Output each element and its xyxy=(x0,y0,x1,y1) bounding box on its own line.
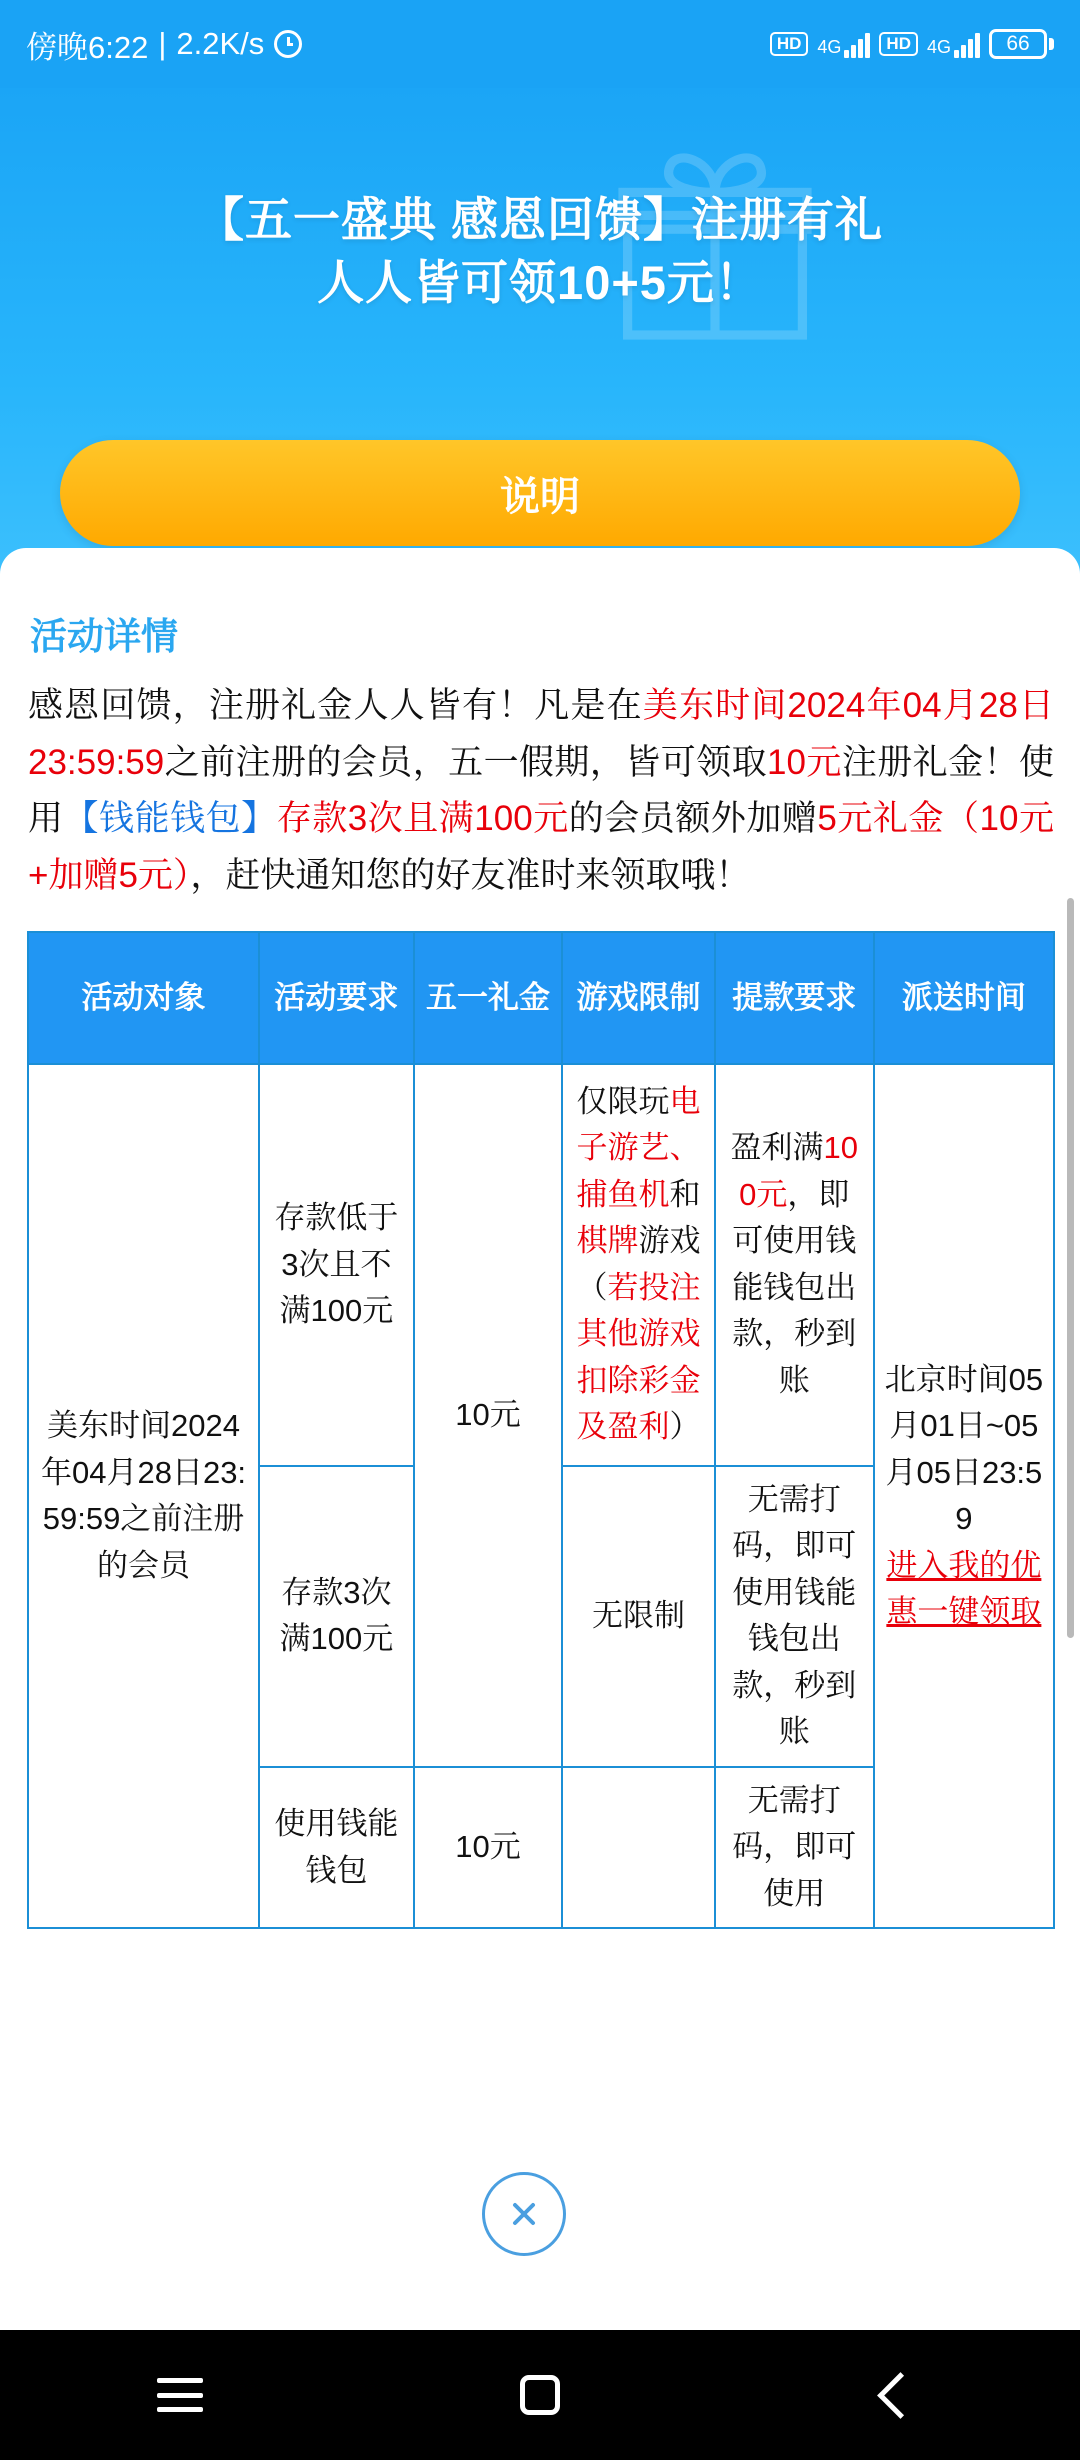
game-limit-3: 和 xyxy=(669,1176,701,1212)
close-button[interactable] xyxy=(482,2172,566,2256)
table-header-cell: 提款要求 xyxy=(715,932,874,1064)
table-header-cell: 活动要求 xyxy=(259,932,414,1064)
table-header-row xyxy=(28,932,1054,1064)
status-bar xyxy=(0,0,1080,88)
table-header-cell: 游戏限制 xyxy=(562,932,715,1064)
desc-part-9-bonus: 5元礼金（10元+加赠5元） xyxy=(28,799,1054,896)
game-limit-4: 棋牌 xyxy=(576,1223,639,1259)
hd-badge-2: HD xyxy=(879,32,918,57)
network-type-label-1: 4G xyxy=(817,37,842,57)
withdraw-1: 盈利满 xyxy=(730,1130,824,1166)
game-limit-6: 若投注其他游戏扣除彩金及盈利 xyxy=(576,1269,701,1445)
battery-icon xyxy=(989,29,1054,59)
table-row xyxy=(28,1064,1054,1466)
desc-part-7-condition: 存款3次且满100元 xyxy=(276,799,569,839)
battery-level: 66 xyxy=(989,29,1047,59)
cell-gift-amount: 10元 xyxy=(414,1767,562,1929)
desc-part-10: ，赶快通知您的好友准时来领取哦！ xyxy=(190,856,751,896)
cell-game-limit xyxy=(562,1064,715,1466)
vertical-scrollbar[interactable] xyxy=(1067,898,1074,1638)
desc-part-2-date: 美东时间2024年04月28日23:59:59 xyxy=(28,686,1054,782)
battery-cap xyxy=(1049,38,1054,50)
home-icon xyxy=(520,2375,560,2415)
desc-part-5: 注册礼金！使用 xyxy=(28,742,1054,839)
network-speed: 2.2K/s xyxy=(176,26,265,61)
desc-part-4-amount: 10元 xyxy=(767,742,842,782)
game-limit-5: 游戏（ xyxy=(576,1223,701,1305)
signal-group-1 xyxy=(817,30,870,58)
desc-part-6-wallet: 【钱能钱包】 xyxy=(63,799,277,839)
cell-game-limit xyxy=(562,1767,715,1929)
game-limit-2: 电子游艺、捕鱼机 xyxy=(576,1083,701,1212)
content-sheet xyxy=(0,548,1080,2230)
cell-withdraw-requirement xyxy=(715,1064,874,1466)
back-icon xyxy=(877,2372,924,2419)
explain-button[interactable]: 说明 xyxy=(60,440,1020,546)
cell-activity-target: 美东时间2024年04月28日23:59:59之前注册的会员 xyxy=(28,1064,259,1929)
status-time: 傍晚6:22 xyxy=(26,29,149,65)
desc-part-8: 的会员额外加赠 xyxy=(568,799,818,839)
desc-part-1: 感恩回馈，注册礼金人人皆有！凡是在 xyxy=(28,686,643,725)
game-limit-1: 仅限玩 xyxy=(576,1083,670,1119)
promo-table xyxy=(27,931,1055,1930)
cell-game-limit: 无限制 xyxy=(562,1466,715,1767)
table-header-cell: 五一礼金 xyxy=(414,932,562,1064)
promo-banner xyxy=(0,88,1080,578)
cell-withdraw-requirement: 无需打码，即可使用 xyxy=(715,1767,874,1929)
cell-requirement: 存款3次满100元 xyxy=(259,1466,414,1767)
cell-gift-amount: 10元 xyxy=(414,1064,562,1767)
delivery-time-text: 北京时间05月01日~05月05日23:59 xyxy=(884,1361,1044,1536)
withdraw-3: ，即可使用钱能钱包出款，秒到账 xyxy=(732,1176,857,1398)
signal-group-2 xyxy=(927,30,980,58)
content-scroll-area[interactable] xyxy=(0,548,1080,1929)
withdraw-2: 100元 xyxy=(739,1130,859,1212)
banner-title xyxy=(0,188,1080,315)
claim-link[interactable]: 进入我的优惠一键领取 xyxy=(886,1547,1042,1629)
recent-apps-icon xyxy=(157,2378,203,2412)
network-type-label-2: 4G xyxy=(926,37,951,57)
home-button[interactable] xyxy=(480,2350,600,2440)
activity-description xyxy=(28,678,1054,905)
table-header-cell: 派送时间 xyxy=(874,932,1054,1064)
recent-apps-button[interactable] xyxy=(120,2350,240,2440)
hd-badge-1: HD xyxy=(770,32,809,57)
signal-bars-icon-1 xyxy=(844,30,870,58)
cell-withdraw-requirement: 无需打码，即可使用钱能钱包出款，秒到账 xyxy=(715,1466,874,1767)
cell-requirement: 使用钱能钱包 xyxy=(259,1767,414,1929)
banner-title-line1: 【五一盛典 感恩回馈】注册有礼 xyxy=(196,193,884,246)
status-bar-left xyxy=(26,22,302,67)
alarm-icon xyxy=(274,30,302,58)
system-navigation-bar xyxy=(0,2330,1080,2460)
signal-bars-icon-2 xyxy=(954,30,980,58)
table-header-cell: 活动对象 xyxy=(28,932,259,1064)
back-button[interactable] xyxy=(840,2350,960,2440)
close-icon xyxy=(504,2194,544,2234)
status-separator: | xyxy=(158,26,167,61)
section-title: 活动详情 xyxy=(30,616,178,657)
status-bar-right xyxy=(770,29,1054,59)
desc-part-3: 之前注册的会员，五一假期，皆可领取 xyxy=(164,742,768,782)
cell-requirement: 存款低于3次且不满100元 xyxy=(259,1064,414,1466)
game-limit-7: ） xyxy=(669,1409,701,1445)
banner-title-line2: 人人皆可领10+5元！ xyxy=(317,256,763,310)
cell-delivery-time xyxy=(874,1064,1054,1929)
